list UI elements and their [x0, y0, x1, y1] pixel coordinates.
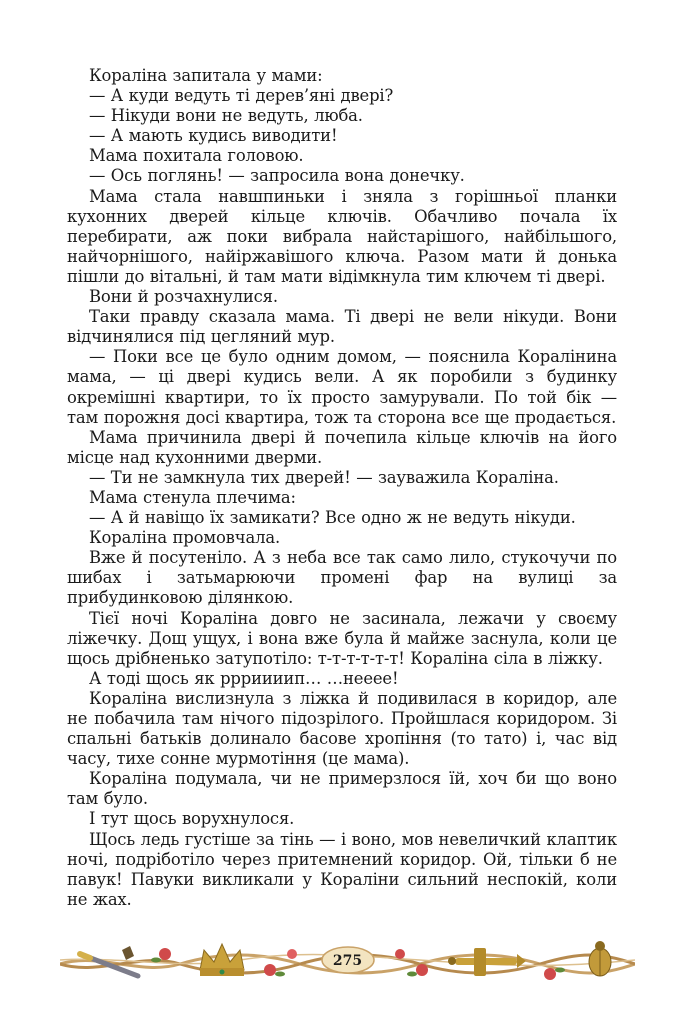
- paragraph: — А й навіщо їх замикати? Все одно ж не ведуть нікуди.: [89, 508, 576, 528]
- paragraph: Мама похитала головою.: [89, 146, 304, 166]
- paragraph: — А мають кудись виводити!: [89, 126, 338, 146]
- paragraph: Кораліна запитала у мами:: [89, 66, 323, 85]
- paragraph: Вже й посутеніло. А з неба все так само лило, стукочучи по шибах і затьмарюючи промені фар на вулиці за прибудинковою ділянкою.: [67, 548, 617, 608]
- paragraph: І тут щось ворухнулося.: [89, 809, 295, 829]
- paragraph: Тієї ночі Кораліна довго не засинала, лежачи у своєму ліжечку. Дощ ущух, і вона вже була й майже заснула, коли це щось дрібненько затупотіло: т-т-т-т-т-т! Кораліна сіла в ліжку.: [67, 608, 617, 668]
- paragraph: — Поки все це було одним домом, — пояснила Коралінина мама, — ці двері кудись вели. А як поробили з будинку окремішні квартири, то їх просто замурували. По той бік — там порожня досі квартира, тож та сторона все ще продається.: [67, 347, 617, 427]
- paragraph: А тоді щось як ррриииип… …нееее!: [89, 668, 399, 688]
- paragraph: Мама стенула плечима:: [89, 487, 296, 507]
- paragraph: Кораліна промовчала.: [89, 528, 281, 548]
- paragraph: Вони й розчахнулися.: [89, 287, 278, 307]
- paragraph: — А куди ведуть ті дерев’яні двері?: [89, 86, 394, 106]
- paragraph: Кораліна вислизнула з ліжка й подивилася в коридор, але не побачила там нічого підозрілого. Пройшлася коридором. Зі спальні батьків долинало басове хропіння (то тато) і, час від часу, тихе сонне мурмотіння (це мама).: [67, 688, 617, 769]
- paragraph: Кораліна подумала, чи не примерзлося їй, хоч би що воно там було.: [67, 769, 617, 809]
- paragraph: Таки правду сказала мама. Ті двері не вели нікуди. Вони відчинялися під цегляний мур.: [67, 307, 617, 347]
- paragraph: — Ти не замкнула тих дверей! — зауважила Кораліна.: [89, 467, 559, 487]
- paragraph: Мама причинила двері й почепила кільце ключів на його місце над кухонними дверми.: [67, 427, 617, 467]
- paragraph: — Ось поглянь! — запросила вона донечку.: [89, 166, 465, 186]
- paragraph: Мама стала навшпиньки і зняла з горішньої планки кухонних дверей кільце ключів. Обачливо почала їх перебирати, аж поки вибрала найстарішого, найбільшого, найчорнішого, найіржавішого ключа. Разом мати й донька пішли до вітальні, й там мати відімкнула тим ключем ті двері.: [67, 186, 617, 286]
- paragraph: Щось ледь густіше за тінь — і воно, мов невеличкий клаптик ночі, подріботіло через притемнений коридор. Ой, тільки б не павук! Павуки викликали у Кораліни сильний неспокій, коли не жах.: [67, 829, 617, 909]
- paragraph: — Нікуди вони не ведуть, люба.: [89, 106, 363, 126]
- page-footer-ornament: [60, 930, 635, 992]
- book-page-text: [67, 66, 617, 910]
- page-number: 275: [332, 953, 363, 969]
